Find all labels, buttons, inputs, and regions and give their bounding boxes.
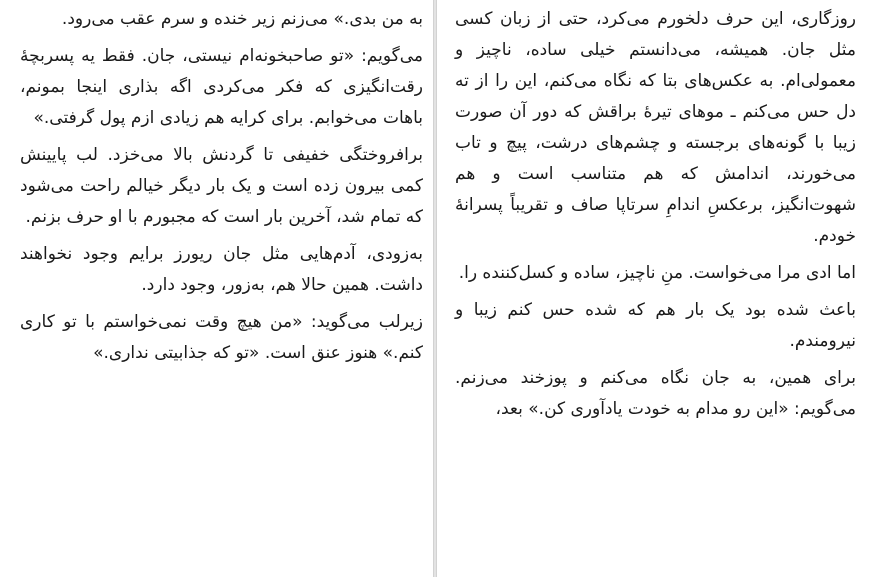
left-paragraph-3: برافروختگی خفیفی تا گردنش بالا می‌خزد. لب پایینش کمی بیرون زده است و یک بار دیگر خیالم راحت می‌شود که تمام شد، آخرین بار است که مجبورم با او حرف بزنم. [20,145,423,227]
right-paragraph-3: باعث شده بود یک بار هم که شده حس کنم زیبا و نیرومندم. [455,300,856,351]
left-paragraph-4: به‌زودی، آدم‌هایی مثل جان ریورز برایم وجود نخواهند داشت. همین حالا هم، به‌زور، وجود دارد. [20,244,423,295]
left-paragraph-2: می‌گویم: «تو صاحبخونه‌ام نیستی، جان. فقط یه پسربچهٔ رقت‌انگیزی که فکر می‌کردی اگه بذاری اینجا بمونم، باهات می‌خوابم. برای کرایه هم زیادی ازم پول گرفتی.» [20,46,423,128]
left-paragraph-5: زیرلب می‌گوید: «من هیچ وقت نمی‌خواستم با تو کاری کنم.» هنوز عنق است. «تو که جذابیتی نداری.» [20,312,423,363]
left-page [0,0,433,577]
left-paragraph-1: به من بدی.» می‌زنم زیر خنده و سرم عقب می‌رود. [61,9,423,29]
right-paragraph-1: روزگاری، این حرف دلخورم می‌کرد، حتی از زبان کسی مثل جان. همیشه، می‌دانستم خیلی ساده، ناچیز و معمولی‌ام. به عکس‌های بتا که نگاه می‌کنم، این را از ته دل حس می‌کنم ـ موهای تیرهٔ براقش که دور آن صورت زیبا با گونه‌های برجسته و چشم‌های درشت، پیچ و تاب می‌خورند، اندامش که هم متناسب است و هم شهوت‌انگیز، برعکسِ اندامِ سرتاپا صاف و تقریباً پسرانهٔ خودم. [455,9,856,246]
right-paragraph-2: اما ادی مرا می‌خواست. منِ ناچیز، ساده و کسل‌کننده را. [458,263,856,283]
right-paragraph-4: برای همین، به جان نگاه می‌کنم و پوزخند می‌زنم. می‌گویم: «این رو مدام به خودت یادآوری کن.» بعد، [455,368,856,419]
right-page [437,0,872,577]
